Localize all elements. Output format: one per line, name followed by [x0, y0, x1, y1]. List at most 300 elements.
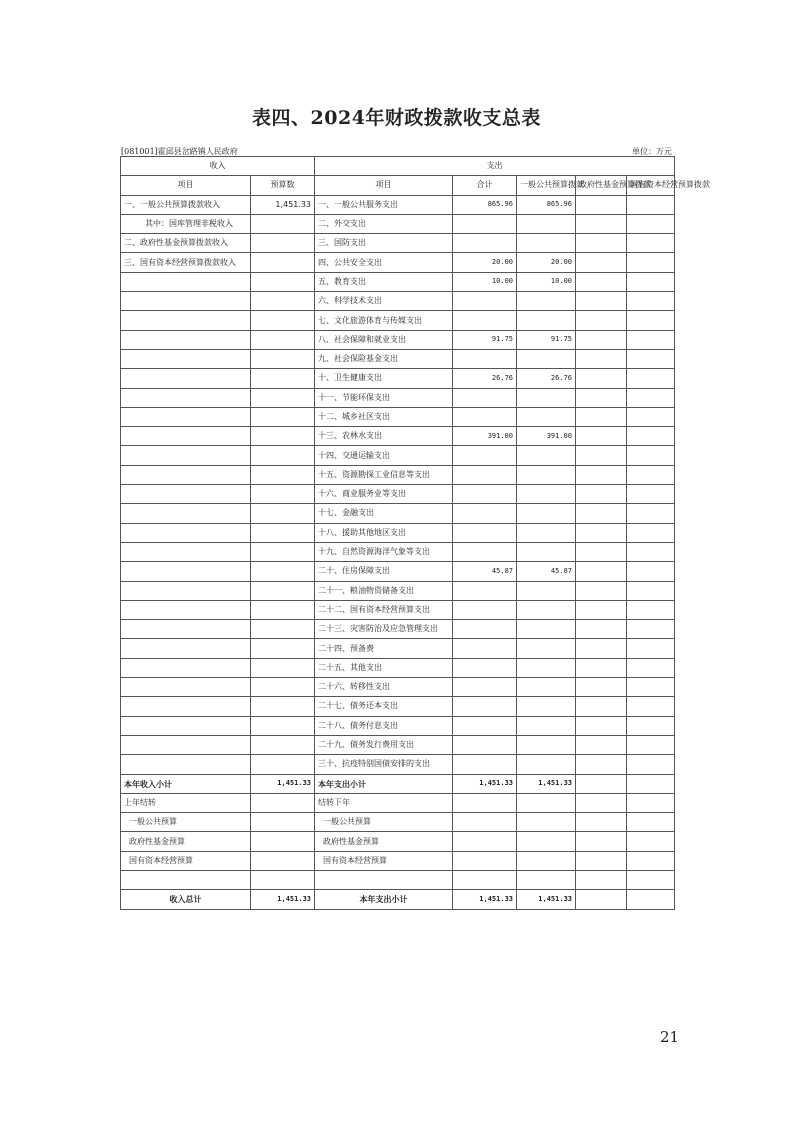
table-row	[121, 716, 675, 735]
state-capital-cell	[627, 427, 675, 446]
expense-item-cell: 二十六、转移性支出	[315, 678, 453, 697]
grand-expense-label: 本年支出小计	[315, 890, 453, 909]
income-amount-cell	[251, 311, 315, 330]
income-amount-cell	[251, 330, 315, 349]
income-amount-cell	[251, 214, 315, 233]
income-item-cell	[121, 678, 251, 697]
expense-item-cell: 五、教育支出	[315, 272, 453, 291]
state-capital-cell	[627, 214, 675, 233]
blank-cell	[453, 870, 517, 889]
state-capital-cell	[627, 465, 675, 484]
income-amount-cell	[251, 523, 315, 542]
gov-fund-cell	[576, 581, 627, 600]
general-public-cell: 20.00	[517, 253, 576, 272]
subtotal-state-capital	[627, 774, 675, 793]
general-public-cell	[517, 581, 576, 600]
table-row	[121, 272, 675, 291]
state-capital-cell	[627, 562, 675, 581]
expense-total-cell	[453, 465, 517, 484]
expense-item-cell: 七、文化旅游体育与传媒支出	[315, 311, 453, 330]
state-capital-cell	[627, 485, 675, 504]
carry-general-public	[517, 851, 576, 870]
general-public-cell	[517, 658, 576, 677]
carry-state-capital	[627, 832, 675, 851]
income-item-cell	[121, 735, 251, 754]
state-capital-cell	[627, 735, 675, 754]
gov-fund-cell	[576, 755, 627, 774]
expense-item-cell: 二十一、粮油物资储备支出	[315, 581, 453, 600]
income-amount-cell	[251, 292, 315, 311]
gov-fund-cell	[576, 620, 627, 639]
table-row	[121, 388, 675, 407]
gov-fund-cell	[576, 678, 627, 697]
carry-income-amount	[251, 793, 315, 812]
carry-income-amount	[251, 851, 315, 870]
gov-fund-cell	[576, 658, 627, 677]
gov-fund-cell	[576, 716, 627, 735]
income-item-cell	[121, 523, 251, 542]
expense-item-cell: 十九、自然资源海洋气象等支出	[315, 542, 453, 561]
expense-item-cell: 六、科学技术支出	[315, 292, 453, 311]
expense-total-cell	[453, 504, 517, 523]
income-item-cell	[121, 427, 251, 446]
income-amount-cell	[251, 658, 315, 677]
state-capital-cell	[627, 697, 675, 716]
income-item-cell	[121, 542, 251, 561]
table-row	[121, 214, 675, 233]
carry-income-amount	[251, 813, 315, 832]
expense-total-cell	[453, 311, 517, 330]
org-label: [081001]霍邱县岔路镇人民政府	[121, 147, 238, 156]
expense-total-cell	[453, 620, 517, 639]
expense-item-cell: 三、国防支出	[315, 234, 453, 253]
expense-item-cell: 十五、资源勘探工业信息等支出	[315, 465, 453, 484]
income-item-cell: 二、政府性基金预算拨款收入	[121, 234, 251, 253]
carry-state-capital	[627, 793, 675, 812]
income-amount-cell	[251, 485, 315, 504]
state-capital-cell	[627, 678, 675, 697]
state-capital-cell	[627, 311, 675, 330]
income-item-cell	[121, 330, 251, 349]
table-row	[121, 195, 675, 214]
state-capital-cell	[627, 658, 675, 677]
income-amount-cell	[251, 697, 315, 716]
table-row	[121, 253, 675, 272]
income-item-cell	[121, 620, 251, 639]
table-row	[121, 330, 675, 349]
blank-row	[121, 870, 675, 889]
gov-fund-cell	[576, 523, 627, 542]
income-amount-cell	[251, 253, 315, 272]
table-row	[121, 697, 675, 716]
income-amount-cell: 1,451.33	[251, 195, 315, 214]
income-amount-cell	[251, 427, 315, 446]
income-amount-cell	[251, 755, 315, 774]
income-item-cell	[121, 292, 251, 311]
gov-fund-cell	[576, 427, 627, 446]
expense-item-cell: 二十八、债务付息支出	[315, 716, 453, 735]
income-item-cell	[121, 407, 251, 426]
general-public-cell: 10.00	[517, 272, 576, 291]
general-public-cell: 91.75	[517, 330, 576, 349]
state-capital-cell	[627, 446, 675, 465]
expense-total-cell	[453, 388, 517, 407]
carry-gov-fund	[576, 851, 627, 870]
expense-total-cell: 20.00	[453, 253, 517, 272]
expense-total-cell	[453, 755, 517, 774]
gov-fund-cell	[576, 330, 627, 349]
income-item-cell	[121, 581, 251, 600]
expense-item-cell: 十六、商业服务业等支出	[315, 485, 453, 504]
income-amount-cell	[251, 407, 315, 426]
gov-fund-cell	[576, 292, 627, 311]
state-capital-cell	[627, 292, 675, 311]
state-capital-cell	[627, 234, 675, 253]
carry-expense-total	[453, 832, 517, 851]
general-public-cell: 45.87	[517, 562, 576, 581]
table-row	[121, 407, 675, 426]
income-amount-cell	[251, 349, 315, 368]
subtotal-row	[121, 774, 675, 793]
carry-gov-fund	[576, 813, 627, 832]
grand-gov-fund	[576, 890, 627, 909]
expense-total-cell	[453, 581, 517, 600]
table-row	[121, 427, 675, 446]
grand-general-public: 1,451.33	[517, 890, 576, 909]
blank-cell	[251, 870, 315, 889]
expense-item-cell: 三十、抗疫特别国债安排的支出	[315, 755, 453, 774]
income-item-cell	[121, 600, 251, 619]
gov-fund-cell	[576, 504, 627, 523]
carry-income-label: 国有资本经营预算	[121, 851, 251, 870]
blank-cell	[576, 870, 627, 889]
income-amount-cell	[251, 504, 315, 523]
state-capital-cell	[627, 330, 675, 349]
table-row	[121, 504, 675, 523]
general-public-cell	[517, 485, 576, 504]
table-row	[121, 485, 675, 504]
gov-fund-cell	[576, 234, 627, 253]
state-capital-cell	[627, 755, 675, 774]
income-amount-cell	[251, 369, 315, 388]
gov-fund-cell	[576, 639, 627, 658]
header-general-public: 一般公共预算拨款	[517, 176, 576, 195]
income-amount-cell	[251, 600, 315, 619]
state-capital-cell	[627, 407, 675, 426]
expense-total-cell	[453, 639, 517, 658]
header-row-2	[121, 176, 675, 195]
expense-total-cell	[453, 658, 517, 677]
income-item-cell	[121, 485, 251, 504]
state-capital-cell	[627, 504, 675, 523]
expense-item-cell: 十三、农林水支出	[315, 427, 453, 446]
header-item-2: 项目	[315, 176, 453, 195]
expense-total-cell: 91.75	[453, 330, 517, 349]
table-row	[121, 581, 675, 600]
carry-row	[121, 793, 675, 812]
table-row	[121, 658, 675, 677]
carry-general-public	[517, 793, 576, 812]
budget-table	[120, 156, 710, 910]
blank-cell	[627, 870, 675, 889]
general-public-cell	[517, 678, 576, 697]
grand-state-capital	[627, 890, 675, 909]
expense-item-cell: 二十三、灾害防治及应急管理支出	[315, 620, 453, 639]
expense-item-cell: 十二、城乡社区支出	[315, 407, 453, 426]
expense-total-cell	[453, 542, 517, 561]
table-row	[121, 600, 675, 619]
gov-fund-cell	[576, 697, 627, 716]
general-public-cell	[517, 600, 576, 619]
state-capital-cell	[627, 600, 675, 619]
general-public-cell	[517, 214, 576, 233]
income-amount-cell	[251, 562, 315, 581]
table-row	[121, 465, 675, 484]
table-row	[121, 678, 675, 697]
state-capital-cell	[627, 195, 675, 214]
header-item: 项目	[121, 176, 251, 195]
expense-item-cell: 十七、金融支出	[315, 504, 453, 523]
general-public-cell	[517, 620, 576, 639]
income-item-cell	[121, 388, 251, 407]
expense-total-cell: 10.00	[453, 272, 517, 291]
expense-item-cell: 二十九、债务发行费用支出	[315, 735, 453, 754]
carry-gov-fund	[576, 832, 627, 851]
carry-row	[121, 832, 675, 851]
gov-fund-cell	[576, 253, 627, 272]
income-item-cell	[121, 272, 251, 291]
expense-item-cell: 十八、援助其他地区支出	[315, 523, 453, 542]
income-item-cell	[121, 716, 251, 735]
income-item-cell: 其中：国库管理非税收入	[121, 214, 251, 233]
expense-item-cell: 二十七、债务还本支出	[315, 697, 453, 716]
state-capital-cell	[627, 581, 675, 600]
income-amount-cell	[251, 388, 315, 407]
blank-cell	[315, 870, 453, 889]
income-amount-cell	[251, 678, 315, 697]
table-row	[121, 523, 675, 542]
header-total: 合计	[453, 176, 517, 195]
carry-row	[121, 851, 675, 870]
income-item-cell	[121, 562, 251, 581]
gov-fund-cell	[576, 214, 627, 233]
expense-total-cell	[453, 523, 517, 542]
carry-general-public	[517, 832, 576, 851]
income-amount-cell	[251, 735, 315, 754]
gov-fund-cell	[576, 311, 627, 330]
expense-item-cell: 八、社会保障和就业支出	[315, 330, 453, 349]
table-row	[121, 735, 675, 754]
expense-item-cell: 十、卫生健康支出	[315, 369, 453, 388]
income-amount-cell	[251, 234, 315, 253]
expense-total-cell: 26.76	[453, 369, 517, 388]
state-capital-cell	[627, 639, 675, 658]
table-row	[121, 369, 675, 388]
general-public-cell	[517, 446, 576, 465]
state-capital-cell	[627, 388, 675, 407]
expense-item-cell: 九、社会保险基金支出	[315, 349, 453, 368]
subtotal-income-label: 本年收入小计	[121, 774, 251, 793]
income-item-cell	[121, 446, 251, 465]
gov-fund-cell	[576, 195, 627, 214]
subtotal-gov-fund	[576, 774, 627, 793]
carry-expense-label: 一般公共预算	[315, 813, 453, 832]
income-amount-cell	[251, 639, 315, 658]
general-public-cell	[517, 697, 576, 716]
gov-fund-cell	[576, 349, 627, 368]
gov-fund-cell	[576, 735, 627, 754]
gov-fund-cell	[576, 388, 627, 407]
general-public-cell	[517, 639, 576, 658]
state-capital-cell	[627, 349, 675, 368]
income-item-cell	[121, 311, 251, 330]
expense-total-cell	[453, 735, 517, 754]
general-public-cell	[517, 542, 576, 561]
general-public-cell: 865.96	[517, 195, 576, 214]
grand-income-label: 收入总计	[121, 890, 251, 909]
subtotal-expense-label: 本年支出小计	[315, 774, 453, 793]
gov-fund-cell	[576, 542, 627, 561]
header-expense: 支出	[315, 157, 675, 176]
subtotal-income-amount: 1,451.33	[251, 774, 315, 793]
expense-total-cell	[453, 349, 517, 368]
gov-fund-cell	[576, 600, 627, 619]
expense-item-cell: 二十、住房保障支出	[315, 562, 453, 581]
carry-general-public	[517, 813, 576, 832]
expense-total-cell	[453, 407, 517, 426]
carry-row	[121, 813, 675, 832]
general-public-cell	[517, 755, 576, 774]
header-income: 收入	[121, 157, 315, 176]
carry-expense-total	[453, 793, 517, 812]
gov-fund-cell	[576, 407, 627, 426]
gov-fund-cell	[576, 465, 627, 484]
blank-cell	[121, 870, 251, 889]
header-gov-fund: 政府性基金预算拨款	[576, 176, 627, 195]
expense-item-cell: 一、一般公共服务支出	[315, 195, 453, 214]
carry-expense-label: 结转下年	[315, 793, 453, 812]
state-capital-cell	[627, 369, 675, 388]
expense-total-cell	[453, 600, 517, 619]
general-public-cell	[517, 504, 576, 523]
income-item-cell: 一、一般公共预算拨款收入	[121, 195, 251, 214]
table-row	[121, 639, 675, 658]
carry-income-label: 一般公共预算	[121, 813, 251, 832]
income-item-cell	[121, 697, 251, 716]
expense-item-cell: 四、公共安全支出	[315, 253, 453, 272]
expense-item-cell: 二、外交支出	[315, 214, 453, 233]
expense-total-cell: 45.87	[453, 562, 517, 581]
general-public-cell	[517, 234, 576, 253]
income-amount-cell	[251, 716, 315, 735]
general-public-cell: 26.76	[517, 369, 576, 388]
subtotal-general-public: 1,451.33	[517, 774, 576, 793]
header-state-capital: 国有资本经营预算拨款	[627, 176, 675, 195]
state-capital-cell	[627, 620, 675, 639]
table-row	[121, 755, 675, 774]
expense-total-cell	[453, 214, 517, 233]
income-item-cell	[121, 658, 251, 677]
income-item-cell: 三、国有资本经营预算拨款收入	[121, 253, 251, 272]
page-number: 21	[660, 1028, 680, 1046]
table-row	[121, 562, 675, 581]
carry-expense-label: 国有资本经营预算	[315, 851, 453, 870]
carry-income-label: 上年结转	[121, 793, 251, 812]
state-capital-cell	[627, 523, 675, 542]
income-item-cell	[121, 755, 251, 774]
general-public-cell	[517, 349, 576, 368]
header-row-1	[121, 157, 675, 176]
general-public-cell	[517, 735, 576, 754]
expense-total-cell: 391.00	[453, 427, 517, 446]
income-item-cell	[121, 369, 251, 388]
income-amount-cell	[251, 581, 315, 600]
income-amount-cell	[251, 272, 315, 291]
income-amount-cell	[251, 542, 315, 561]
income-amount-cell	[251, 446, 315, 465]
grand-total-row	[121, 890, 675, 909]
table-row	[121, 620, 675, 639]
income-amount-cell	[251, 465, 315, 484]
expense-total-cell	[453, 716, 517, 735]
subtotal-expense-total: 1,451.33	[453, 774, 517, 793]
general-public-cell	[517, 311, 576, 330]
state-capital-cell	[627, 272, 675, 291]
income-amount-cell	[251, 620, 315, 639]
page-title: 表四、2024年财政拨款收支总表	[252, 107, 541, 129]
table-row	[121, 542, 675, 561]
carry-income-amount	[251, 832, 315, 851]
unit-label: 单位：万元	[632, 147, 672, 156]
state-capital-cell	[627, 716, 675, 735]
income-item-cell	[121, 504, 251, 523]
table-row	[121, 311, 675, 330]
expense-total-cell	[453, 485, 517, 504]
table-row	[121, 349, 675, 368]
gov-fund-cell	[576, 272, 627, 291]
expense-total-cell	[453, 446, 517, 465]
carry-state-capital	[627, 813, 675, 832]
expense-total-cell	[453, 697, 517, 716]
carry-income-label: 政府性基金预算	[121, 832, 251, 851]
table-row	[121, 234, 675, 253]
carry-expense-label: 政府性基金预算	[315, 832, 453, 851]
carry-expense-total	[453, 851, 517, 870]
grand-expense-total: 1,451.33	[453, 890, 517, 909]
general-public-cell	[517, 523, 576, 542]
expense-total-cell	[453, 292, 517, 311]
carry-gov-fund	[576, 793, 627, 812]
expense-total-cell	[453, 678, 517, 697]
gov-fund-cell	[576, 562, 627, 581]
state-capital-cell	[627, 253, 675, 272]
blank-cell	[517, 870, 576, 889]
state-capital-cell	[627, 542, 675, 561]
carry-expense-total	[453, 813, 517, 832]
table-row	[121, 446, 675, 465]
carry-state-capital	[627, 851, 675, 870]
income-item-cell	[121, 639, 251, 658]
expense-item-cell: 十一、节能环保支出	[315, 388, 453, 407]
gov-fund-cell	[576, 369, 627, 388]
table-row	[121, 292, 675, 311]
expense-item-cell: 二十四、预备费	[315, 639, 453, 658]
general-public-cell: 391.00	[517, 427, 576, 446]
expense-item-cell: 二十五、其他支出	[315, 658, 453, 677]
grand-income-amount: 1,451.33	[251, 890, 315, 909]
general-public-cell	[517, 716, 576, 735]
gov-fund-cell	[576, 485, 627, 504]
